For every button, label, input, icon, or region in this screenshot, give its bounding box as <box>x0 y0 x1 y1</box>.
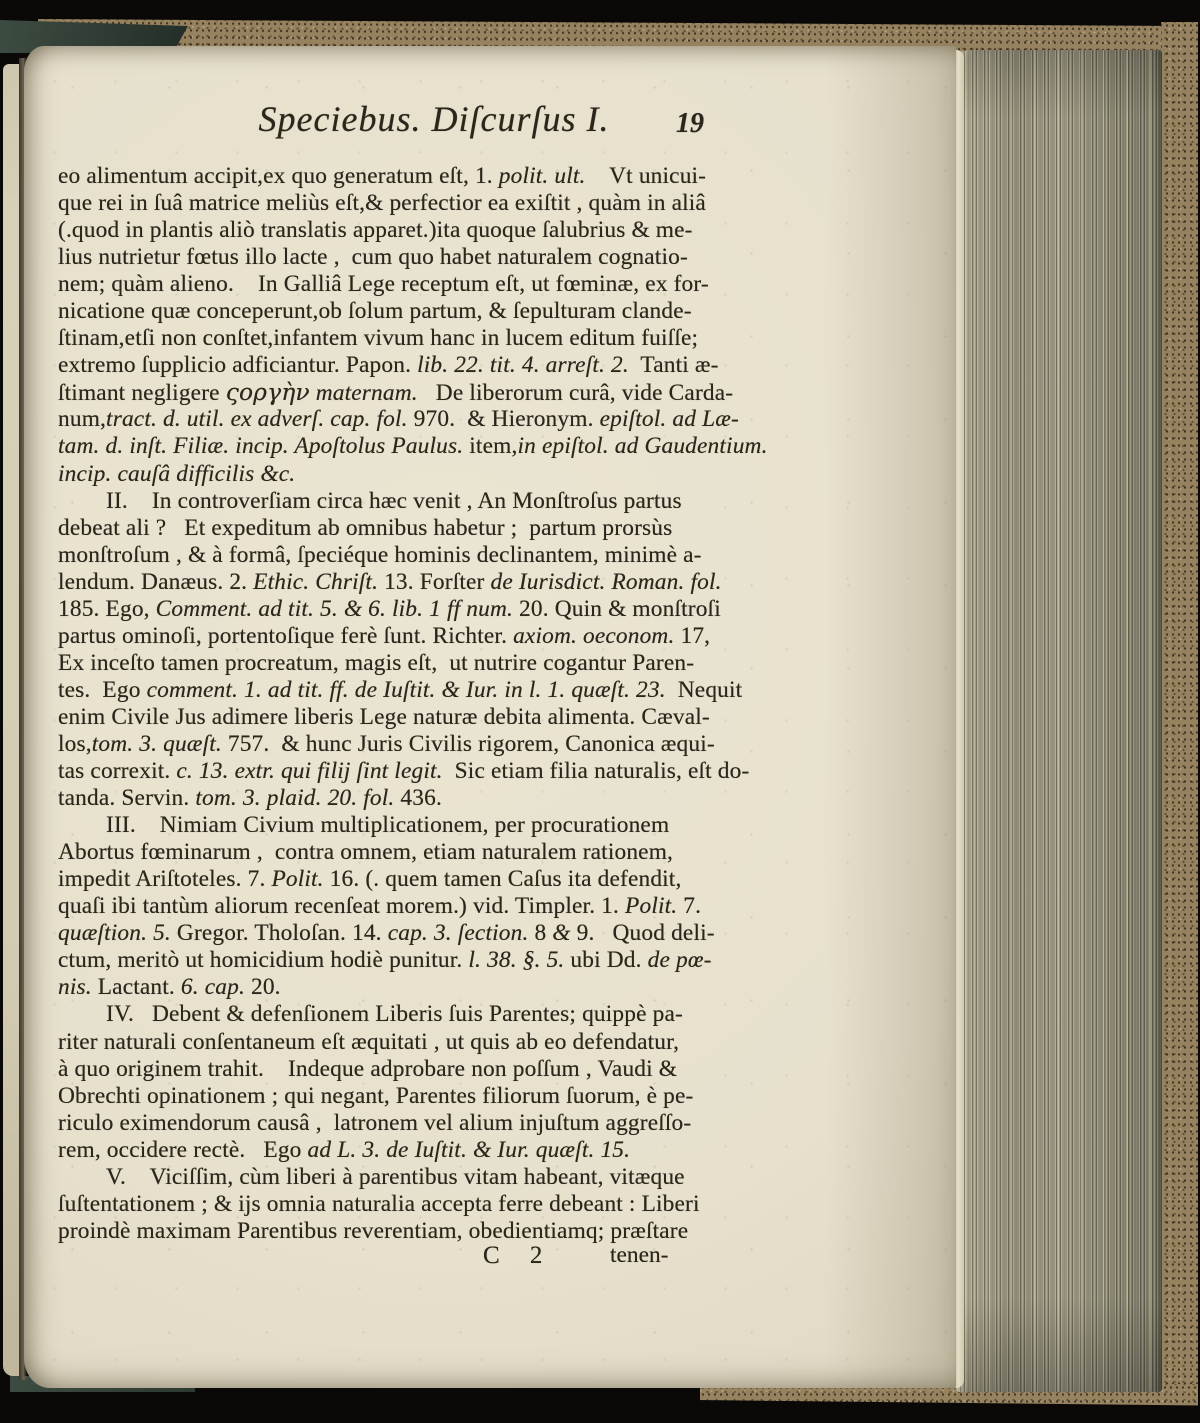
running-header <box>24 98 956 154</box>
text-line <box>58 325 750 352</box>
text-run: Obrechti opinationem ; qui negant, Parentes filiorum ſuorum, è pe- <box>58 1082 694 1109</box>
text-run: 9. Quod deli- <box>570 920 715 947</box>
text-line <box>58 271 750 298</box>
text-run: eo alimentum accipit,ex quo generatum eſt, 1. <box>58 163 499 189</box>
text-line <box>58 1191 750 1218</box>
text-run: l. 38. §. 5. <box>468 947 565 974</box>
text-line <box>58 839 750 866</box>
text-run: impedit Ariſtoteles. 7. <box>58 866 272 893</box>
text-run: 17, <box>674 622 711 649</box>
text-run: Ex inceſto tamen procreatum, magis eſt, ut nutrire cogantur Paren- <box>58 649 695 676</box>
text-run: 20. Quin & monſtroſi <box>513 595 721 622</box>
text-run: epiſtol. ad Læ- <box>599 406 739 433</box>
text-run: 7. <box>677 893 702 920</box>
left-page-edge <box>3 64 20 1376</box>
book-page <box>24 46 956 1388</box>
text-run: los, <box>58 730 92 757</box>
text-run: 13. Forſter <box>378 568 491 595</box>
text-run: Comment. ad tit. 5. & 6. lib. 1 ff num. <box>155 595 514 622</box>
text-line <box>58 433 768 460</box>
text-run: incip. cauſâ difficilis &c. <box>58 460 296 487</box>
text-run: ctum, meritò ut homicidium hodiè punitur. <box>58 947 469 974</box>
text-run: extremo ſupplicio adficiantur. Papon. <box>58 352 418 379</box>
text-run: 6. cap. <box>180 974 245 1001</box>
text-run: quaſi ibi tantùm aliorum recenſeat morem.) vid. Timpler. 1. <box>58 893 626 920</box>
text-run: II. In controverſiam circa hæc venit , An Monſtroſus partus <box>106 487 682 514</box>
text-line <box>58 596 750 623</box>
text-line <box>58 1110 750 1137</box>
text-run: enim Civile Jus adimere liberis Lege naturæ debita alimenta. Cæval- <box>58 703 710 730</box>
text-run: Tanti æ- <box>628 352 719 379</box>
text-line <box>58 947 750 974</box>
cover-edge-right <box>1158 22 1198 1410</box>
signature-line <box>58 1242 750 1272</box>
text-run: lendum. Danæus. 2. <box>58 568 254 595</box>
text-run: riculo eximendorum causâ , latronem vel alium injuſtum aggreſſo- <box>58 1109 692 1136</box>
text-run: Polit. <box>271 866 324 893</box>
text-run: proindè maximam Parentibus reverentiam, obedientiamq; præſtare <box>58 1217 689 1244</box>
body-text <box>58 163 768 1245</box>
text-run: ſtimant negligere <box>58 380 226 407</box>
text-run: 436. <box>394 785 442 812</box>
text-line <box>58 1137 750 1164</box>
text-run: à quo originem trahit. Indeque adprobare non poſſum , Vaudi & <box>58 1055 678 1082</box>
text-line <box>58 163 750 190</box>
text-line <box>58 920 750 947</box>
text-run: ubi Dd. <box>564 947 648 974</box>
text-run: Lactant. <box>91 974 181 1001</box>
text-run: item, <box>463 433 518 460</box>
text-line <box>58 406 750 433</box>
text-line <box>58 1164 750 1191</box>
text-line <box>58 569 750 596</box>
text-line <box>58 704 750 731</box>
text-run: Vt unicui- <box>585 163 707 189</box>
greek-text-run: ςοργὴν <box>225 378 310 407</box>
text-run: V. Viciſſim, cùm liberi à parentibus vitam habeant, vitæque <box>106 1163 685 1190</box>
text-run: 185. Ego, <box>58 595 156 622</box>
text-line <box>58 785 750 812</box>
text-line <box>58 190 750 217</box>
text-line <box>58 244 750 271</box>
text-run: tom. 3. plaid. 20. fol. <box>195 785 395 812</box>
text-run: 757. & hunc Juris Civilis rigorem, Canonica æqui- <box>221 730 715 757</box>
text-run: de Iurisdict. Roman. fol. <box>490 568 722 595</box>
text-line <box>58 461 750 488</box>
signature-mark: C 2 <box>483 1242 555 1269</box>
text-line <box>58 893 750 920</box>
text-line <box>58 379 750 406</box>
text-run: 16. (. quem tamen Caſus ita defendit, <box>323 866 682 893</box>
text-line <box>58 1029 750 1056</box>
text-run: tam. d. inſt. Filiæ. incip. Apoſtolus Paulus. <box>58 433 464 460</box>
text-run: partus ominoſi, portentoſique ferè ſunt. Richter. <box>58 622 514 649</box>
text-run: polit. ult. <box>498 163 586 189</box>
text-run: tanda. Servin. <box>58 785 196 812</box>
text-line <box>58 974 750 1001</box>
text-run: IV. Debent & defenſionem Liberis ſuis Parentes; quippè pa- <box>106 1001 683 1028</box>
text-run: 20. <box>244 974 281 1001</box>
text-line <box>58 298 750 325</box>
text-run: lius nutrietur fœtus illo lacte , cum quo habet naturalem cognatio- <box>58 244 688 271</box>
text-line <box>58 1218 750 1245</box>
text-run: nis. <box>58 974 92 1001</box>
text-line <box>58 1056 750 1083</box>
text-run: tract. d. util. ex adverſ. cap. fol. <box>106 406 408 433</box>
text-line <box>58 677 750 704</box>
text-line <box>58 1001 750 1028</box>
text-line <box>58 515 750 542</box>
text-run: ad L. 3. de Iuſtit. & Iur. quæſt. 15. <box>307 1136 631 1163</box>
text-run: tes. Ego <box>58 676 147 703</box>
text-run: ſtinam,etſi non conſtet,infantem vivum hanc in lucem editum fuiſſe; <box>58 325 699 352</box>
text-line <box>58 488 750 515</box>
text-run: 8 <box>528 920 553 947</box>
text-run: axiom. oeconom. <box>513 622 675 649</box>
text-run: tas correxit. <box>58 758 177 785</box>
text-run: Polit. <box>625 893 678 920</box>
text-run: rem, occidere rectè. Ego <box>58 1136 308 1163</box>
text-run: lib. 22. tit. 4. arreſt. 2. <box>417 352 629 379</box>
text-run: III. Nimiam Civium multiplicationem, per procurationem <box>106 812 670 839</box>
text-run: quæſtion. 5. <box>58 920 171 947</box>
text-line <box>58 542 750 569</box>
text-run: maternam. <box>309 380 418 407</box>
text-line <box>58 623 750 650</box>
page-number: 19 <box>676 108 704 139</box>
text-run: monſtroſum , & à formâ, ſpeciéque hominis declinantem, minimè a- <box>58 541 702 568</box>
text-line <box>58 352 750 379</box>
text-run: Nequit <box>665 676 743 703</box>
text-run: ſuſtentationem ; & ijs omnia naturalia accepta ferre debeant : Liberi <box>58 1190 700 1217</box>
text-run: De liberorum curâ, vide Carda- <box>417 380 734 407</box>
text-run: tom. 3. quæſt. <box>91 730 222 757</box>
text-line <box>58 1083 750 1110</box>
text-line <box>58 650 750 677</box>
text-run: (.quod in plantis aliò translatis apparet.)ita quoque ſalubrius & me- <box>58 217 693 244</box>
fore-edge-page-stack <box>956 50 1162 1392</box>
text-run: comment. 1. ad tit. ff. de Iuſtit. & Iur. in l. 1. quæſt. 23. <box>146 676 666 703</box>
text-run: Ethic. Chriſt. <box>253 568 379 595</box>
text-run: riter naturali conſentaneum eſt æquitati , ut quis ab eo defendatur, <box>58 1028 680 1055</box>
text-run: Abortus fœminarum , contra omnem, etiam naturalem rationem, <box>58 839 674 866</box>
text-run: de pœ- <box>647 947 712 974</box>
catchword: tenen- <box>610 1242 669 1268</box>
text-run: que rei in ſuâ matrice meliùs eſt,& perfectior ea exiſtit , quàm in aliâ <box>58 190 706 217</box>
text-run: num, <box>58 406 107 433</box>
text-line <box>58 217 750 244</box>
text-run: Sic etiam filia naturalis, eſt do- <box>442 758 750 785</box>
text-run: & <box>552 920 571 947</box>
page-title: Speciebus. Diſcurſus I. <box>258 99 610 139</box>
text-run: c. 13. extr. qui filij ſint legit. <box>176 758 443 785</box>
text-run: nicatione quæ conceperunt,ob ſolum partum, & ſepulturam clande- <box>58 298 692 325</box>
text-line <box>58 758 750 785</box>
text-run: 970. & Hieronym. <box>407 406 600 433</box>
text-line <box>58 866 750 893</box>
text-run: Gregor. Tholoſan. 14. <box>170 920 388 947</box>
text-run: cap. 3. ſection. <box>387 920 529 947</box>
text-run: debeat ali ? Et expeditum ab omnibus habetur ; partum prorsùs <box>58 514 673 541</box>
text-run: nem; quàm alieno. In Galliâ Lege receptum eſt, ut fœminæ, ex for- <box>58 271 709 298</box>
text-line <box>58 812 750 839</box>
text-line <box>58 731 750 758</box>
text-run: in epiſtol. ad Gaudentium. <box>517 433 768 460</box>
